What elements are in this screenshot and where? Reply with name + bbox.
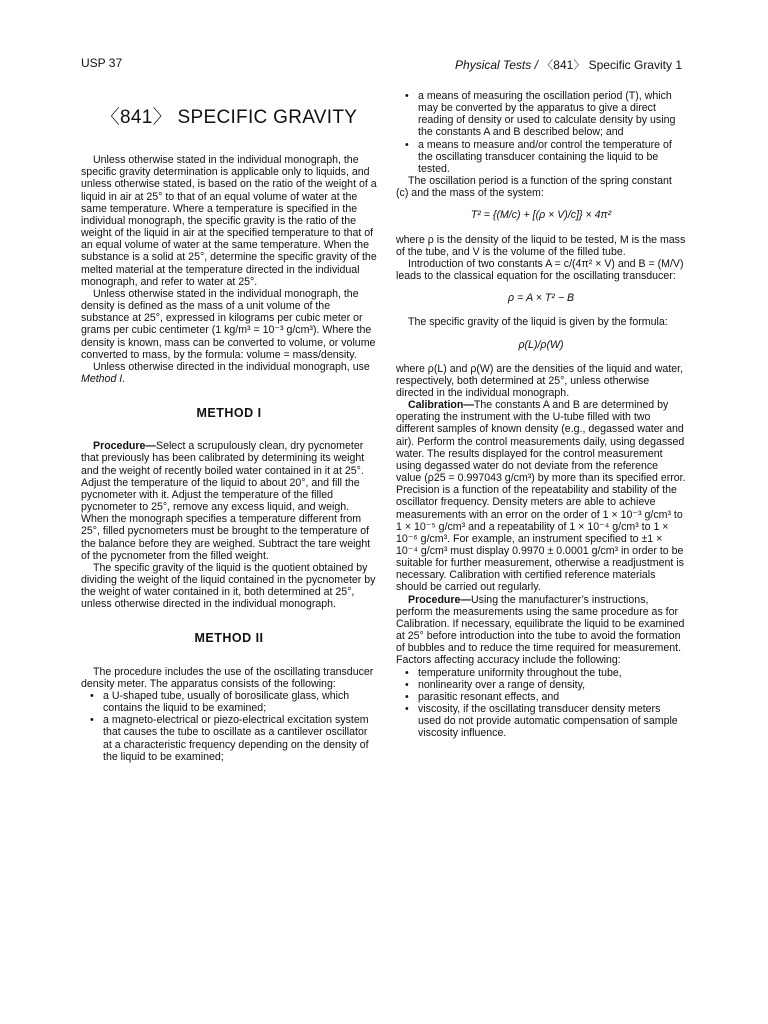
running-header-left: USP 37 (81, 56, 123, 70)
method-i-procedure-text: Select a scrupulously clean, dry pycnometer that previously has been calibrated by determining its weight and the weight of recently boiled water contained in it at 25°. Adjust the temperature of the liquid to about 20°, and fill the pycnometer with it. Adjust the temperature of the filled pycnometer to 25°, remove any excess liquid, and weigh. When the monograph specifies a temperature different from 25°, filled pycnometers must be brought to the temperature of the balance before they are weighed. Subtract the tare weight of the pycnometer from the filled weight. (81, 440, 371, 562)
list-item-text: a U-shaped tube, usually of borosilicate glass, which contains the liquid to be examined; (103, 689, 350, 715)
header-section-name: Physical Tests / (455, 58, 538, 72)
list-item (81, 690, 377, 714)
bullet-icon: • (405, 678, 409, 691)
intro-paragraph-3-text: Unless otherwise directed in the individual monograph, use (93, 360, 370, 373)
header-chapter-page: 〈841〉 Specific Gravity 1 (537, 58, 682, 72)
procedure-run-in-heading-2: Procedure— (408, 593, 471, 606)
list-item (396, 667, 686, 679)
method-ii-procedure (396, 594, 686, 667)
constants-paragraph: Introduction of two constants A = c/(4π² × V) and B = (M/V) leads to the classical equation for the oscillating transducer: (396, 257, 684, 283)
list-item (396, 90, 686, 139)
list-item-text: a means of measuring the oscillation period (T), which may be converted by the apparatus to give a direct reading of density or used to calculate density by using the constants A and B described below; and (418, 90, 676, 139)
method-ii-paragraph-1: The procedure includes the use of the oscillating transducer density meter. The apparatus consists of the following: (81, 665, 374, 690)
method-i-paragraph-2: The specific gravity of the liquid is the quotient obtained by dividing the weight of the liquid contained in the pycnometer by the weight of water contained in it, both determined at 25°, unless otherwise directed in the individual monograph. (81, 561, 376, 611)
calibration-run-in-heading: Calibration— (408, 399, 474, 412)
equation-density: ρ = A × T² − B (507, 292, 575, 305)
list-item-text: nonlinearity over a range of density, (418, 678, 586, 691)
method-i-procedure (81, 440, 377, 562)
intro-paragraph-3 (81, 361, 377, 385)
list-item-text: a means to measure and/or control the temperature of the oscillating transducer containing the liquid to be tested. (418, 138, 672, 175)
method-i-reference: Method I. (81, 372, 126, 385)
specific-gravity-formula-intro: The specific gravity of the liquid is given by the formula: (408, 316, 668, 329)
list-item (396, 139, 686, 175)
method-ii-procedure-text: Using the manufacturer’s instructions, perform the measurements using the same procedure as for Calibration. If necessary, equilibrate the liquid to be examined at 25° before introduction into the tube to avoid the formation of bubbles and to reduce the time required for measurement. Factors affecting accuracy include the following: (396, 593, 685, 667)
list-item (396, 691, 686, 703)
list-item (396, 703, 686, 739)
list-item-text: temperature uniformity throughout the tube, (418, 666, 622, 679)
calibration-text: The constants A and B are determined by operating the instrument with the U-tube filled with two different samples of known density (e.g., degassed water and air). Perform the control measurements daily, using degassed water. The results displayed for the control measurement using degassed water do not deviate from the reference value (ρ25 = 0.997043 g/cm³) by more than its specified error. Precision is a function of the repeatability and stability of the oscillator frequency. Density meters are able to achieve measurements with an error on the order of 1 × 10⁻³ g/cm³ to 1 × 10⁻⁵ g/cm³ and a repeatability of 1 × 10⁻⁴ g/cm³ to 1 × 10⁻⁶ g/cm³. For example, an instrument specified to ±1 × 10⁻⁴ g/cm³ must display 0.9970 ± 0.0001 g/cm³ in order to be suitable for further measurement, otherwise a readjustment is necessary. Calibration with certified reference materials should be carried out regularly. (396, 399, 686, 594)
list-item-text: a magneto-electrical or piezo-electrical excitation system that causes the tube to oscillate as a cantilever oscillator at a characteristic frequency depending on the density of the liquid to be examined; (103, 714, 369, 763)
page-title: 〈841〉 SPECIFIC GRAVITY (100, 107, 358, 128)
list-item-text: viscosity, if the oscillating transducer density meters used do not provide automatic compensation of sample viscosity influence. (418, 703, 678, 740)
apparatus-list-continued (396, 90, 686, 175)
list-item (81, 714, 377, 763)
intro-paragraph-2: Unless otherwise stated in the individual monograph, the density is defined as the mass of a unit volume of the substance at 25°, expressed in kilograms per cubic meter or grams per cubic centimeter (1 kg/m³ = 10⁻³ g/cm³). Where the density is known, mass can be converted to volume, or volume converted to mass, by the formula: volume = mass/density. (81, 287, 376, 361)
left-column (81, 90, 377, 763)
list-item-text: parasitic resonant effects, and (418, 690, 560, 703)
method-i-heading: METHOD I (196, 406, 262, 421)
list-item (396, 679, 686, 691)
method-ii-heading: METHOD II (194, 631, 264, 646)
bullet-icon: • (405, 90, 409, 102)
bullet-icon: • (405, 666, 409, 679)
equation-specific-gravity: ρ(L)/ρ(W) (518, 338, 564, 351)
oscillation-paragraph: The oscillation period is a function of the spring constant (c) and the mass of the system: (396, 175, 672, 200)
intro-paragraph-1: Unless otherwise stated in the individual monograph, the specific gravity determination is applicable only to liquids, and unless otherwise stated, is based on the ratio of the weight of a liquid in air at 25° to that of an equal volume of water at the same temperature. Where a temperature is specified in the individual monograph, the specific gravity is the ratio of the weight of the liquid in air at the specified temperature to that of an equal volume of water at the same temperature. When the substance is a solid at 25°, determine the specific gravity of the melted material at the temperature directed in the individual monograph, and refer to water at 25°. (81, 154, 377, 288)
procedure-run-in-heading: Procedure— (93, 440, 156, 453)
apparatus-list (81, 690, 377, 763)
bullet-icon: • (90, 714, 94, 727)
where-paragraph-1: where ρ is the density of the liquid to be tested, M is the mass of the tube, and V is the volume of the filled tube. (396, 233, 686, 258)
bullet-icon: • (405, 690, 409, 703)
bullet-icon: • (90, 689, 94, 702)
equation-oscillation-period: T² = {(M/c) + [(ρ × V)/c]} × 4π² (470, 209, 612, 222)
where-paragraph-2: where ρ(L) and ρ(W) are the densities of the liquid and water, respectively, both determined at 25°, unless otherwise directed in the individual monograph. (396, 362, 684, 399)
accuracy-factors-list (396, 667, 686, 740)
bullet-icon: • (405, 138, 409, 151)
calibration-paragraph (396, 399, 686, 594)
right-column (396, 90, 686, 740)
running-header-right (455, 56, 682, 73)
bullet-icon: • (405, 703, 409, 716)
